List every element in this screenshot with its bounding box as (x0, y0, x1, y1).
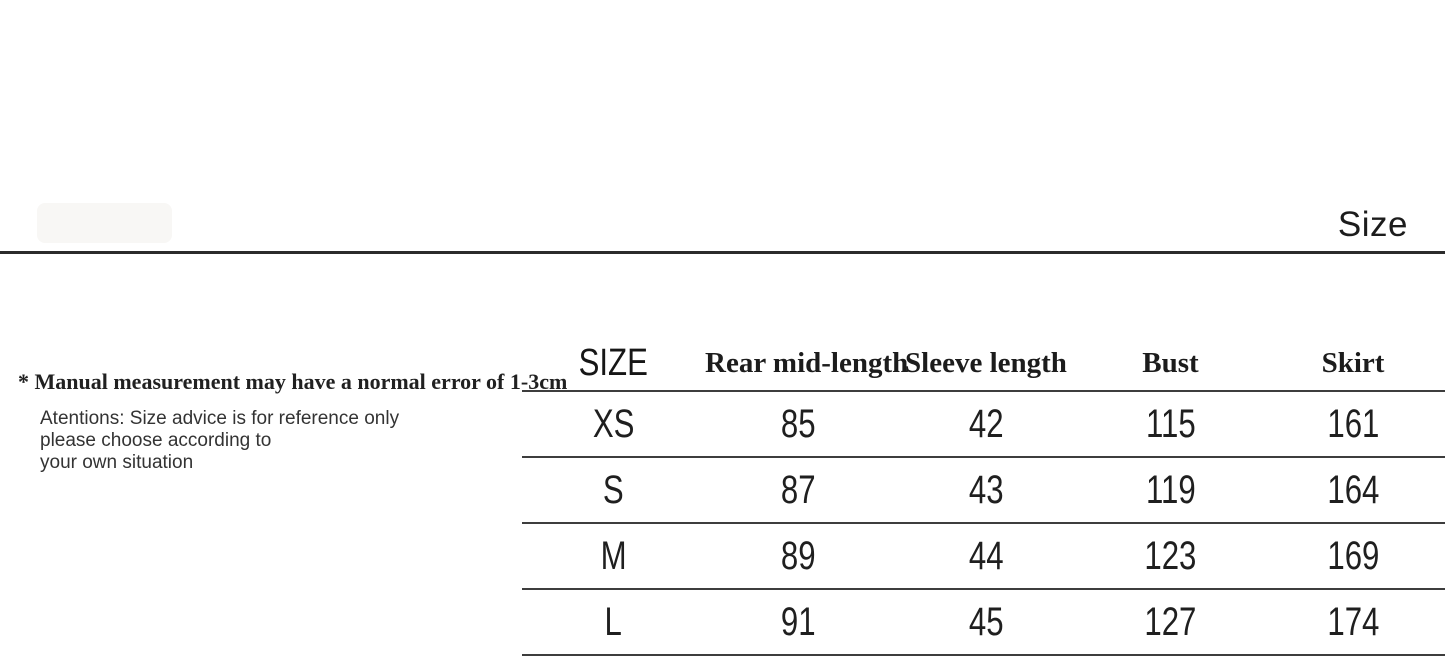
table-cell-value: 43 (968, 468, 1004, 512)
size-cell-label: L (604, 600, 623, 644)
size-cell (522, 536, 705, 576)
size-table (522, 336, 1445, 656)
size-table-header-row (522, 336, 1445, 392)
column-header-rear-mid-length: Rear mid-length (705, 346, 909, 379)
table-cell (892, 536, 1080, 576)
table-cell-value: 127 (1144, 600, 1197, 644)
size-cell (522, 404, 705, 444)
table-cell-value: 161 (1326, 402, 1380, 446)
size-cell-label: M (600, 534, 627, 578)
table-cell-value: 42 (968, 402, 1004, 446)
table-cell (1080, 470, 1261, 510)
table-cell (705, 404, 892, 444)
column-header-bust: Bust (1142, 346, 1199, 379)
table-cell-value: 115 (1145, 402, 1196, 446)
section-divider (0, 251, 1445, 254)
faded-label-box (37, 203, 172, 243)
table-cell-value: 123 (1144, 534, 1197, 578)
table-cell-value: 44 (968, 534, 1004, 578)
table-cell (705, 602, 892, 642)
size-cell (522, 602, 705, 642)
table-row-s (522, 458, 1445, 524)
table-cell (705, 470, 892, 510)
size-section-label: Size (1337, 205, 1408, 244)
column-header-size-label: SIZE (578, 342, 649, 384)
measurement-note: * Manual measurement may have a normal error of 1-3cm (18, 369, 568, 394)
table-cell (1080, 404, 1261, 444)
table-cell-value: 91 (781, 600, 816, 644)
table-cell-value: 164 (1326, 468, 1380, 512)
table-cell (892, 404, 1080, 444)
size-cell (522, 470, 705, 510)
attention-note-line-2: please choose according to (40, 430, 272, 451)
table-cell (1080, 602, 1261, 642)
table-cell (1261, 470, 1445, 510)
table-cell-value: 45 (968, 600, 1004, 644)
table-cell (892, 470, 1080, 510)
table-cell-value: 119 (1145, 468, 1196, 512)
attention-note-line-1: Atentions: Size advice is for reference only (40, 408, 400, 429)
table-cell-value: 85 (781, 402, 816, 446)
table-cell-value: 89 (781, 534, 816, 578)
column-header-size (522, 344, 705, 382)
attention-note-line-3: your own situation (40, 452, 194, 473)
table-row-m (522, 524, 1445, 590)
table-cell (1261, 536, 1445, 576)
table-row-l (522, 590, 1445, 656)
table-cell-value: 87 (781, 468, 816, 512)
table-cell (705, 536, 892, 576)
table-cell-value: 169 (1326, 534, 1380, 578)
size-cell-label: XS (592, 402, 635, 446)
table-cell (1261, 602, 1445, 642)
attention-note (40, 408, 399, 474)
size-cell-label: S (603, 468, 624, 512)
column-header-skirt: Skirt (1321, 346, 1385, 379)
table-cell (1261, 404, 1445, 444)
column-header-sleeve-length: Sleeve length (905, 346, 1067, 379)
table-cell (892, 602, 1080, 642)
table-cell-value: 174 (1326, 600, 1380, 644)
table-row-xs (522, 392, 1445, 458)
table-cell (1080, 536, 1261, 576)
